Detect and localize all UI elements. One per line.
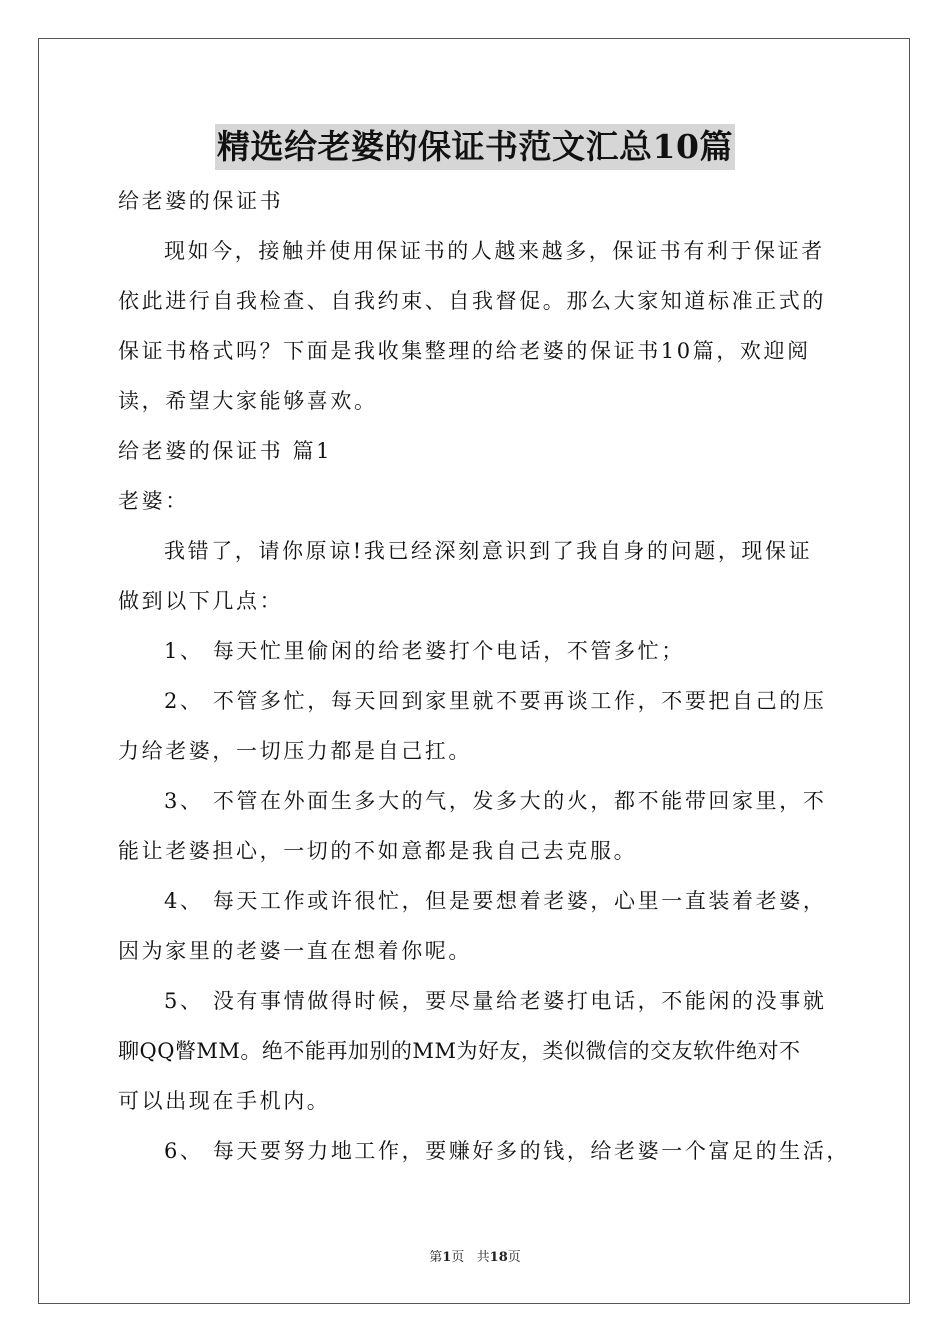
list-item-line: 2、 不管多忙，每天回到家里就不要再谈工作，不要把自己的压 (164, 689, 827, 713)
list-item-line: 能让老婆担心，一切的不如意都是我自己去克服。 (118, 839, 638, 863)
paragraph-line: 依此进行自我检查、自我约束、自我督促。那么大家知道标准正式的 (118, 289, 826, 313)
list-item-line: 1、 每天忙里偷闲的给老婆打个电话，不管多忙； (164, 639, 685, 663)
footer-prefix: 第 (429, 1250, 443, 1265)
list-item-line: 4、 每天工作或许很忙，但是要想着老婆，心里一直装着老婆， (164, 889, 827, 913)
paragraph-line: 我错了，请你原谅!我已经深刻意识到了我自身的问题，现保证 (164, 539, 813, 563)
page-footer (0, 1248, 950, 1268)
list-item-line: 可以出现在手机内。 (118, 1089, 331, 1113)
list-item-line: 6、 每天要努力地工作，要赚好多的钱，给老婆一个富足的生活， (164, 1139, 851, 1163)
footer-middle: 页 共 (451, 1250, 490, 1265)
paragraph-line: 做到以下几点： (118, 589, 284, 613)
list-item-line: 聊QQ瞥MM。绝不能再加别的MM为好友，类似微信的交友软件绝对不 (118, 1039, 801, 1063)
paragraph-line: 保证书格式吗？下面是我收集整理的给老婆的保证书10篇，欢迎阅 (118, 339, 811, 363)
title-container (0, 124, 950, 170)
list-item-line: 5、 没有事情做得时候，要尽量给老婆打电话，不能闲的没事就 (164, 989, 827, 1013)
footer-total-pages: 18 (489, 1250, 508, 1265)
list-item-line: 因为家里的老婆一直在想着你呢。 (118, 939, 472, 963)
document-title: 精选给老婆的保证书范文汇总10篇 (215, 124, 735, 170)
paragraph-line: 现如今，接触并使用保证书的人越来越多，保证书有利于保证者 (164, 239, 825, 263)
list-item-line: 3、 不管在外面生多大的气，发多大的火，都不能带回家里，不 (164, 789, 827, 813)
salutation-line: 老婆： (118, 489, 189, 513)
document-body (118, 176, 851, 1176)
paragraph-line: 读，希望大家能够喜欢。 (118, 389, 378, 413)
section-heading: 给老婆的保证书 篇1 (118, 439, 333, 463)
footer-suffix: 页 (507, 1250, 521, 1265)
list-item-line: 力给老婆，一切压力都是自己扛。 (118, 739, 472, 763)
subheading-line: 给老婆的保证书 (118, 189, 284, 213)
footer-page-number: 1 (442, 1250, 452, 1265)
